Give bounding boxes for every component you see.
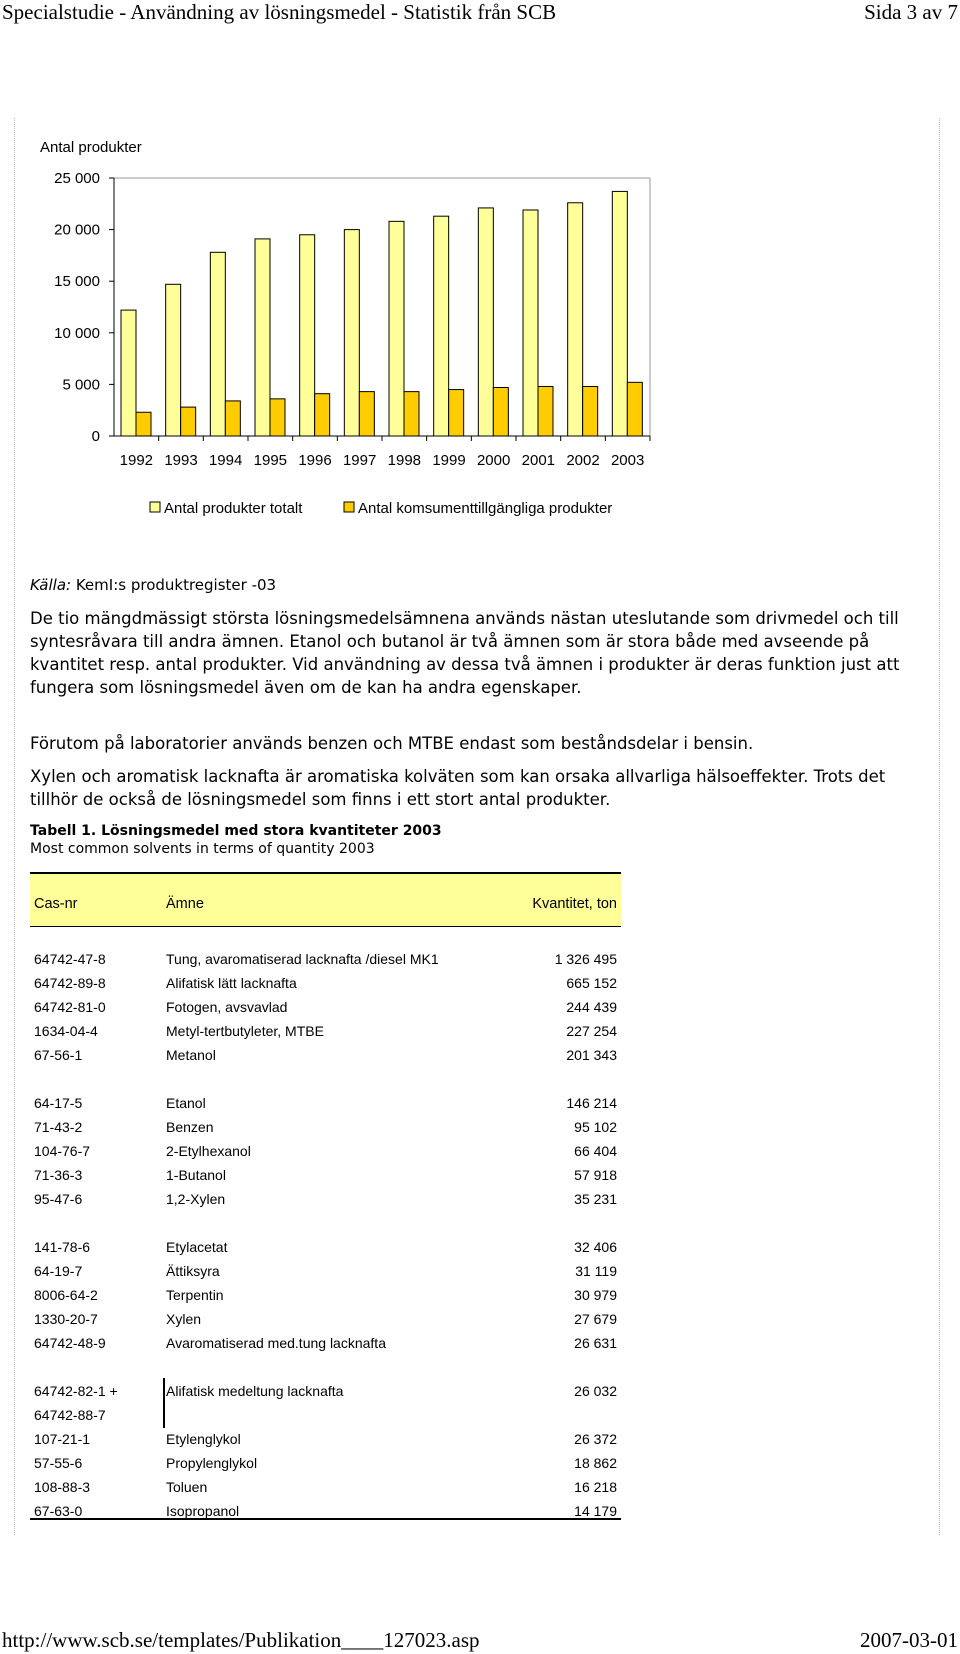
- cas-number: 71-36-3: [34, 1167, 83, 1183]
- x-tick-label: 1992: [119, 452, 154, 469]
- quantity-value: 244 439: [566, 999, 617, 1015]
- table-row: [30, 1404, 621, 1426]
- source-label: Källa:: [30, 576, 72, 594]
- x-tick-label: 1994: [208, 452, 243, 469]
- cas-number: 1634-04-4: [34, 1023, 98, 1039]
- bar-total: [434, 216, 449, 436]
- cas-number: 64742-81-0: [34, 999, 106, 1015]
- table-row: [30, 996, 621, 1018]
- quantity-value: 201 343: [566, 1047, 617, 1063]
- x-tick-label: 2002: [566, 452, 600, 469]
- legend-label: Antal komsumenttillgängliga produkter: [358, 500, 613, 517]
- cas-number: 71-43-2: [34, 1119, 83, 1135]
- bar-consumer: [359, 392, 374, 436]
- substance-name: Etylacetat: [166, 1239, 228, 1255]
- cas-number: 107-21-1: [34, 1431, 91, 1447]
- table-row: [30, 948, 621, 970]
- x-tick-label: 1995: [253, 452, 288, 469]
- bar-total: [612, 191, 627, 436]
- cas-number: 8006-64-2: [34, 1287, 98, 1303]
- quantity-value: 95 102: [574, 1119, 617, 1135]
- substance-name: Avaromatiserad med.tung lacknafta: [166, 1335, 386, 1351]
- bar-consumer: [404, 392, 419, 436]
- bar-consumer: [225, 401, 240, 436]
- quantity-value: 16 218: [574, 1479, 617, 1495]
- x-tick-label: 1997: [342, 452, 377, 469]
- substance-name: 2-Etylhexanol: [166, 1143, 251, 1159]
- cas-number: 64-17-5: [34, 1095, 83, 1111]
- bar-consumer: [493, 387, 508, 436]
- row-group-bracket: [163, 1378, 165, 1428]
- bar-consumer: [315, 394, 330, 436]
- header-quantity: Kvantitet, ton: [532, 896, 617, 912]
- table-row: [30, 1092, 621, 1114]
- header-title: Specialstudie - Användning av lösningsmedel - Statistik från SCB: [2, 0, 557, 24]
- bar-total: [568, 203, 583, 436]
- cas-number: 104-76-7: [34, 1143, 91, 1159]
- cas-number: 57-55-6: [34, 1455, 83, 1471]
- quantity-value: 26 372: [574, 1431, 617, 1447]
- page-number: Sida 3 av 7: [864, 0, 958, 24]
- bar-consumer: [627, 382, 642, 436]
- bar-consumer: [449, 390, 464, 436]
- table-row: [30, 1188, 621, 1210]
- source-text: KemI:s produktregister -03: [71, 576, 277, 594]
- y-axis-title: Antal produkter: [40, 139, 142, 156]
- x-tick-label: 2001: [521, 452, 556, 469]
- quantity-value: 66 404: [574, 1143, 617, 1159]
- substance-name: Ättiksyra: [166, 1263, 220, 1279]
- bar-consumer: [181, 407, 196, 436]
- x-tick-label: 1998: [387, 452, 422, 469]
- table-row: [30, 1044, 621, 1066]
- quantity-value: 30 979: [574, 1287, 617, 1303]
- table-subtitle: Most common solvents in terms of quantity 2003: [30, 841, 375, 857]
- table-row: [30, 1476, 621, 1498]
- quantity-value: 665 152: [566, 975, 617, 991]
- substance-name: Xylen: [166, 1311, 202, 1327]
- table-row: [30, 1452, 621, 1474]
- table-row: [30, 1020, 621, 1042]
- bar-consumer: [270, 399, 285, 436]
- x-tick-label: 2003: [610, 452, 645, 469]
- bar-consumer: [136, 412, 151, 436]
- quantity-value: 14 179: [574, 1503, 617, 1519]
- bar-total: [210, 252, 225, 436]
- x-tick-label: 1999: [432, 452, 466, 469]
- bar-total: [300, 235, 315, 436]
- substance-name: Metanol: [166, 1047, 216, 1063]
- table-row: [30, 1308, 621, 1330]
- cas-number: 64742-88-7: [34, 1407, 106, 1423]
- cas-number: 64742-48-9: [34, 1335, 106, 1351]
- quantity-value: 32 406: [574, 1239, 617, 1255]
- legend-swatch: [150, 502, 160, 512]
- cas-number: 108-88-3: [34, 1479, 91, 1495]
- x-tick-label: 2000: [476, 452, 511, 469]
- y-tick-label: 25 000: [54, 170, 100, 187]
- cas-number: 64742-47-8: [34, 951, 106, 967]
- quantity-value: 35 231: [574, 1191, 617, 1207]
- bar-consumer: [583, 386, 598, 436]
- table-title: Tabell 1. Lösningsmedel med stora kvantiteter 2003: [30, 823, 442, 839]
- substance-name: Fotogen, avsvavlad: [166, 999, 288, 1015]
- table-caption: [30, 822, 442, 858]
- y-tick-label: 10 000: [54, 324, 100, 342]
- quantity-value: 26 032: [574, 1383, 617, 1399]
- table-row: [30, 1140, 621, 1162]
- x-tick-label: 1996: [298, 452, 332, 469]
- substance-name: Propylenglykol: [166, 1455, 258, 1471]
- table-header: [30, 874, 621, 927]
- table-row: [30, 1380, 621, 1402]
- table-row: [30, 1116, 621, 1138]
- substance-name: Tung, avaromatiserad lacknafta /diesel MK1: [166, 951, 439, 967]
- bar-total: [344, 230, 359, 436]
- cas-number: 64742-82-1 +: [34, 1383, 118, 1399]
- table-row: [30, 1284, 621, 1306]
- legend-label: Antal produkter totalt: [164, 500, 303, 517]
- quantity-value: 26 631: [574, 1335, 617, 1351]
- bar-total: [389, 221, 404, 436]
- cas-number: 141-78-6: [34, 1239, 91, 1255]
- substance-name: Toluen: [166, 1479, 208, 1495]
- cas-number: 1330-20-7: [34, 1311, 98, 1327]
- table-row: [30, 1260, 621, 1282]
- substance-name: Metyl-tertbutyleter, MTBE: [166, 1023, 324, 1039]
- cas-number: 64-19-7: [34, 1263, 83, 1279]
- page-header: [0, 0, 960, 30]
- bar-total: [523, 210, 538, 436]
- bar-consumer: [538, 386, 553, 436]
- substance-name: Alifatisk medeltung lacknafta: [166, 1383, 344, 1399]
- footer-url: http://www.scb.se/templates/Publikation____127023.asp: [2, 1628, 480, 1652]
- bar-total: [166, 284, 181, 436]
- substance-name: 1-Butanol: [166, 1167, 226, 1183]
- y-tick-label: 15 000: [54, 273, 100, 291]
- footer-date: 2007-03-01: [860, 1628, 958, 1652]
- y-tick-label: 20 000: [54, 221, 100, 239]
- cas-number: 64742-89-8: [34, 975, 106, 991]
- bar-total: [255, 239, 270, 436]
- bar-total: [121, 310, 136, 436]
- bar-chart: [30, 136, 690, 556]
- table-row: [30, 1428, 621, 1450]
- substance-name: Etanol: [166, 1095, 206, 1111]
- paragraph-3: Xylen och aromatisk lacknafta är aromatiska kolväten som kan orsaka allvarliga hälsoeffekter. Trots det tillhör de också de lösningsmedel som finns i ett stort antal produkter.: [30, 767, 886, 809]
- table-row: [30, 972, 621, 994]
- quantity-value: 227 254: [566, 1023, 617, 1039]
- legend-swatch: [344, 502, 354, 512]
- y-tick-label: 5 000: [62, 376, 100, 394]
- solvent-table: [30, 872, 621, 1520]
- page-footer: [0, 1628, 960, 1654]
- y-tick-label: 0: [91, 428, 100, 445]
- paragraph-1: De tio mängdmässigt största lösningsmedelsämnena används nästan uteslutande som drivmedel och till syntesråvara till andra ämnen. Etanol och butanol är två ämnen som är stora både med avseende på kvantitet resp. antal produkter. Vid användning av dessa två ämnen i produkter är deras funktion just att fungera som lösningsmedel även om de kan ha andra egenskaper.: [30, 609, 900, 697]
- table-row: [30, 1332, 621, 1354]
- table-row: [30, 1164, 621, 1186]
- substance-name: 1,2-Xylen: [166, 1191, 226, 1207]
- substance-name: Etylenglykol: [166, 1431, 241, 1447]
- table-row: [30, 1236, 621, 1258]
- substance-name: Terpentin: [166, 1287, 224, 1303]
- cas-number: 95-47-6: [34, 1191, 83, 1207]
- substance-name: Benzen: [166, 1119, 214, 1135]
- quantity-value: 57 918: [574, 1167, 617, 1183]
- quantity-value: 18 862: [574, 1455, 617, 1471]
- cas-number: 67-63-0: [34, 1503, 83, 1519]
- cas-number: 67-56-1: [34, 1047, 83, 1063]
- quantity-value: 146 214: [566, 1095, 617, 1111]
- paragraph-2: Förutom på laboratorier används benzen och MTBE endast som beståndsdelar i bensin.: [30, 734, 754, 753]
- header-cas: Cas-nr: [34, 896, 78, 912]
- bar-total: [478, 208, 493, 436]
- source-note: [30, 576, 276, 594]
- quantity-value: 27 679: [574, 1311, 617, 1327]
- header-substance: Ämne: [166, 896, 204, 912]
- substance-name: Isopropanol: [166, 1503, 240, 1519]
- quantity-value: 1 326 495: [554, 951, 617, 967]
- quantity-value: 31 119: [575, 1263, 617, 1279]
- substance-name: Alifatisk lätt lacknafta: [166, 975, 297, 991]
- table-row: [30, 1500, 621, 1522]
- x-tick-label: 1993: [164, 452, 198, 469]
